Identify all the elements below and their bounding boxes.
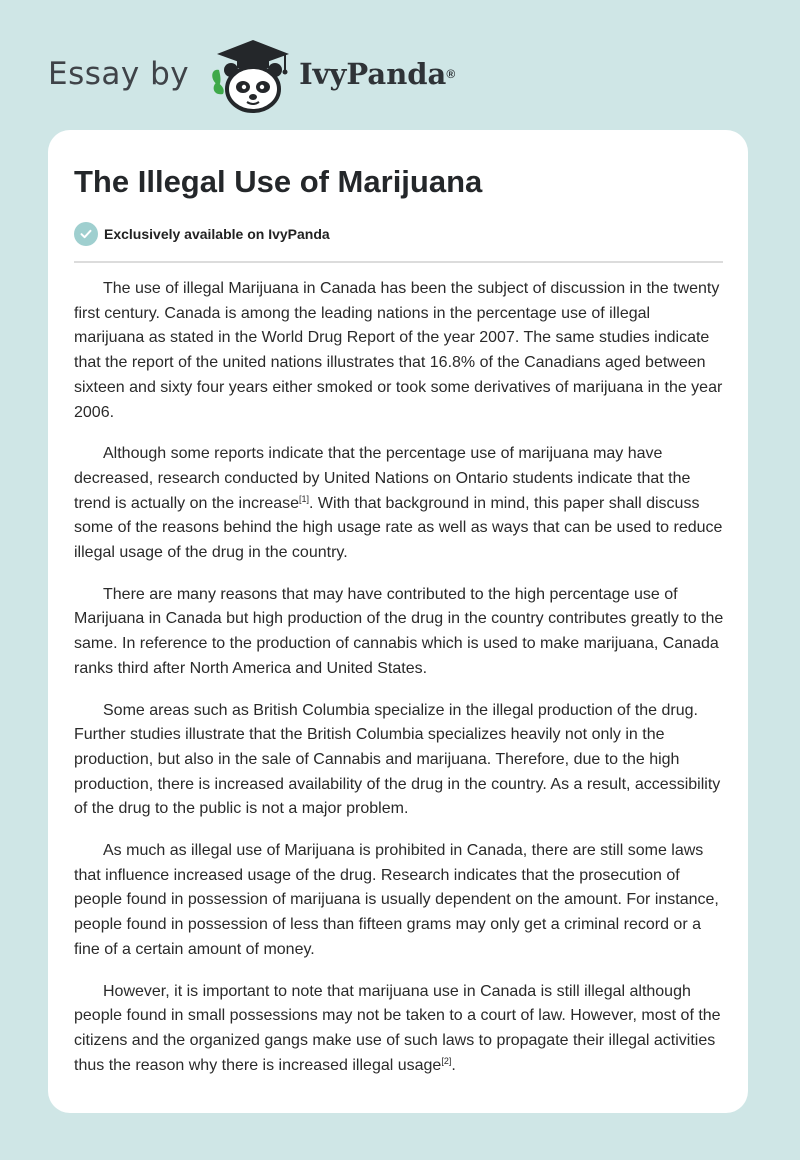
footnote-ref-2[interactable]: [2] [441,1055,452,1066]
essay-card [48,130,748,1113]
paragraph [74,442,724,566]
paragraph [74,980,724,1079]
paragraph-text: . [451,1056,456,1074]
site-header [48,34,455,114]
paragraph-text: However, it is important to note that marijuana use in Canada is still illegal although people found in small possessions may not be taken to a court of law. However, most of the citizens and the organized gangs make use of such laws to propagate their illegal activities thus the reason why there is increased illegal usage [74,982,721,1074]
paragraph-text: Some areas such as British Columbia specialize in the illegal production of the drug. Further studies illustrate that the British Columbia specializes heavily not only in the production, but also in the sale of Cannabis and marijuana. Therefore, due to the high production, there is increased availability of the drug in the country. As a result, accessibility of the drug to the public is not a major problem. [74,701,721,818]
paragraph [74,583,724,682]
paragraph [74,839,724,963]
paragraph [74,277,724,425]
essay-title: The Illegal Use of Marijuana [74,164,483,199]
paragraph [74,699,724,823]
paragraph-text: There are many reasons that may have contributed to the high percentage use of Marijuana in Canada but high production of the drug in the country contributes greatly to the same. In reference to the production of cannabis which is used to make marijuana, Canada ranks third after North America and United States. [74,585,724,677]
essay-body [74,277,724,1095]
exclusive-badge [74,222,330,246]
divider [74,261,723,263]
paragraph-text: The use of illegal Marijuana in Canada has been the subject of discussion in the twenty first century. Canada is among the leading nations in the percentage use of illegal marijuana as stated in the World Drug Report of the year 2007. The same studies indicate that the report of the united nations illustrates that 16.8% of the Canadians aged between sixteen and sixty four years either smoked or took some derivatives of marijuana in the year 2006. [74,280,723,421]
exclusive-badge-label: Exclusively available on IvyPanda [104,226,330,242]
paragraph-text: Although some reports indicate that the percentage use of marijuana may have decreased, research conducted by United Nations on Ontario students indicate that the trend is actually on the increase [74,445,691,512]
essay-by-label: Essay by [48,56,190,92]
paragraph-text: As much as illegal use of Marijuana is prohibited in Canada, there are still some laws that influence increased usage of the drug. Research indicates that the prosecution of people found in possession of marijuana is usually dependent on the amount. For instance, people found in possession of less than fifteen grams may only get a criminal record or a fine of a certain amount of money. [74,842,719,958]
panda-graduate-logo-icon [205,34,293,114]
registered-mark: ® [446,67,456,81]
footnote-ref-1[interactable]: [1] [299,493,310,504]
paragraph-text: . With that background in mind, this paper shall discuss some of the reasons behind the high usage rate as well as ways that can be used to reduce illegal usage of the drug in the country. [74,494,723,562]
check-circle-icon [74,222,98,246]
brand-name: IvyPanda [299,57,447,91]
